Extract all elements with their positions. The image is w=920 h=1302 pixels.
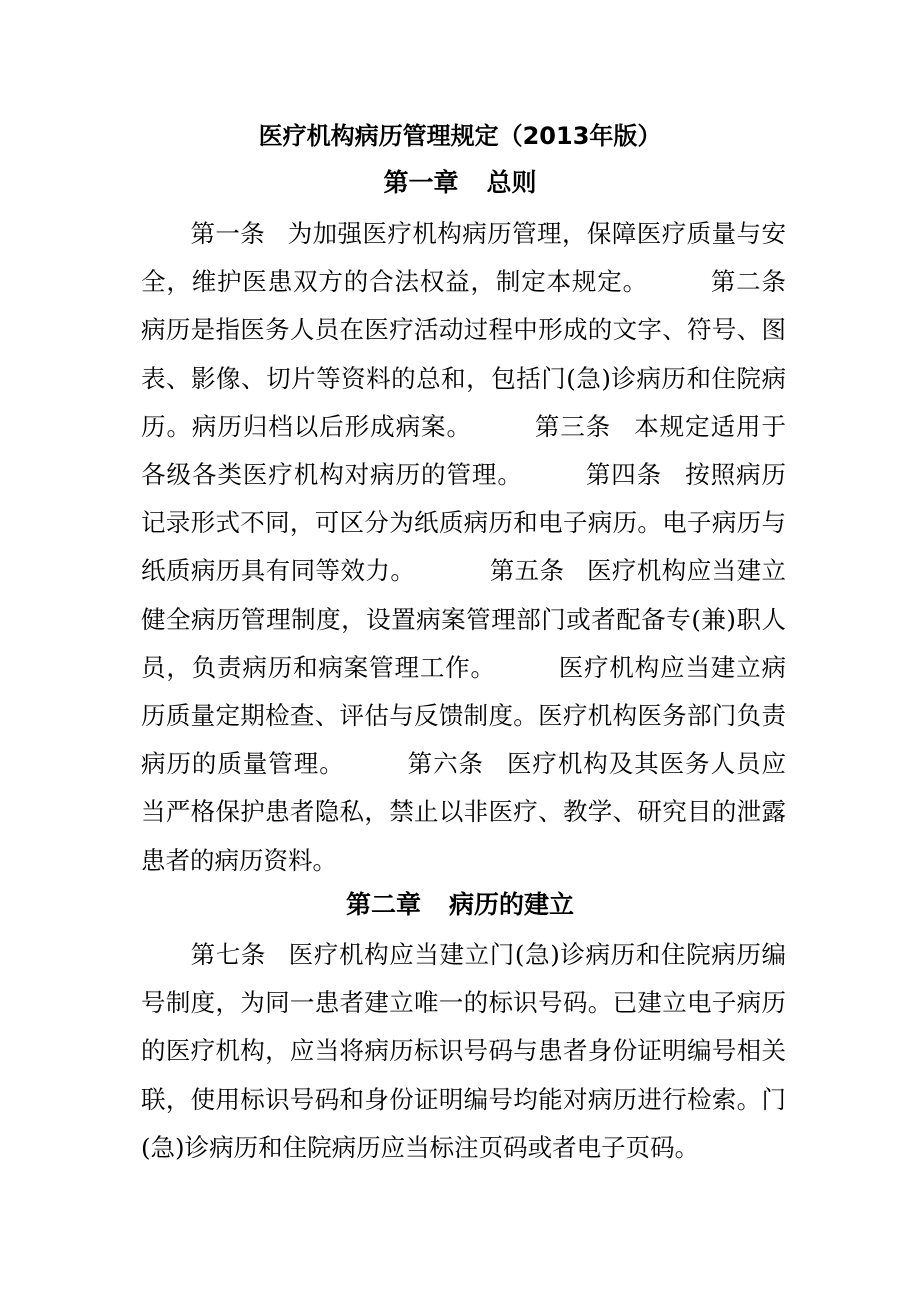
article-label: 第七条	[190, 940, 267, 969]
article-text: 医疗机构应当建立门(急)诊病历和住院病历编号制度，为同一患者建立唯一的标识号码。已建立电子病历的医疗机构，应当将病历标识号码与患者身份证明编号相关联，使用标识号码和身份证明编号均能对病历进行检索。	[141, 940, 786, 1114]
chapter-1-body	[141, 210, 786, 885]
article-text: 门(急)诊病历和住院病历应当标注页码或者电子页码。	[141, 1084, 786, 1162]
chapter-number: 第二章	[345, 890, 421, 919]
article-text: 医疗机构应当建立病历质量定期检查、评估与反馈制度。医疗机构医务部门负责病历的质量管理。	[141, 652, 787, 779]
article-label: 第二条	[709, 267, 787, 297]
article-label: 第一条	[190, 219, 266, 248]
article-text: 按照病历记录形式不同，可区分为纸质病历和电子病历。电子病历与纸质病历具有同等效力。	[141, 460, 787, 586]
document-title: 医疗机构病历管理规定（2013年版）	[258, 122, 662, 150]
article-text: 为加强医疗机构病历管理，保障医疗质量与安全，维护医患双方的合法权益，制定本规定。	[141, 219, 786, 297]
article-label: 第三条	[533, 411, 612, 441]
article-text: 医疗机构应当建立健全病历管理制度，设置病案管理部门或者配备专(兼)职人员，负责病历和病案管理工作。	[141, 556, 787, 682]
article-label: 第四条	[584, 460, 663, 490]
article-label: 第六条	[406, 749, 484, 779]
article-text: 医疗机构及其医务人员应当严格保护患者隐私，禁止以非医疗、教学、研究目的泄露患者的病历资料。	[141, 749, 787, 875]
chapter-number: 第一章	[383, 168, 459, 197]
article-label: 第五条	[489, 556, 565, 586]
chapter-2-body	[141, 931, 786, 1172]
article-text: 病历是指医务人员在医疗活动过程中形成的文字、符号、图表、影像、切片等资料的总和，包括门(急)诊病历和住院病历。病历归档以后形成病案。	[141, 315, 786, 441]
article-text: 本规定适用于各级各类医疗机构对病历的管理。	[141, 411, 787, 490]
chapter-name: 总则	[486, 168, 537, 197]
chapter-heading	[0, 885, 920, 925]
chapter-heading	[0, 163, 920, 203]
chapter-name: 病历的建立	[449, 890, 575, 919]
